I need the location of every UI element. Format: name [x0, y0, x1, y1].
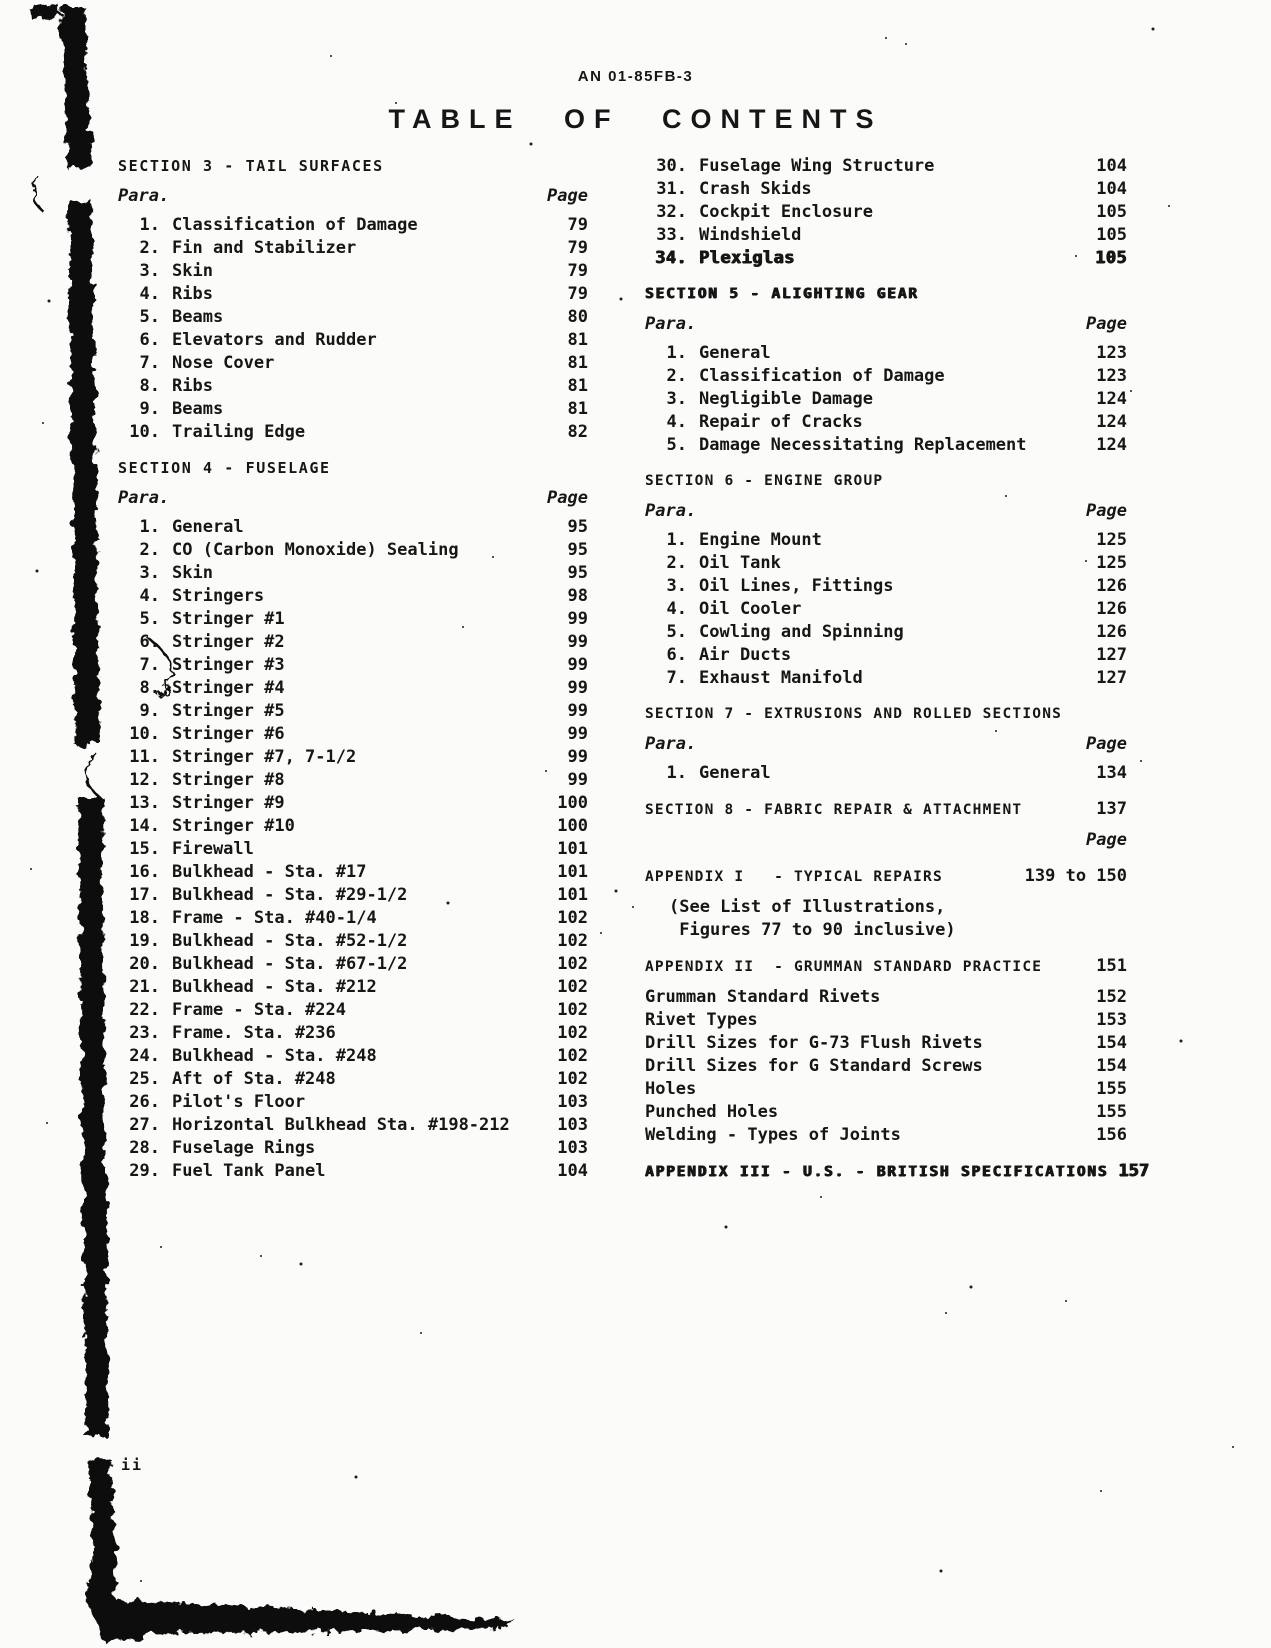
toc-row: [645, 155, 1127, 178]
item-title: Pilot's Floor: [172, 1092, 306, 1112]
item-number: 6.: [139, 330, 160, 350]
page-label: Page: [1086, 830, 1127, 850]
item-title: Skin: [172, 261, 213, 281]
toc-row: [645, 178, 1127, 201]
item-title: Air Ducts: [699, 645, 792, 665]
toc-row: [118, 1091, 588, 1114]
scan-noise-dots: [330, 55, 332, 57]
item-page: 127: [1096, 668, 1127, 688]
item-page: 124: [1096, 435, 1127, 455]
item-number: 2.: [666, 366, 687, 386]
item-page: 123: [1096, 343, 1127, 363]
item-title: General: [699, 343, 771, 363]
toc-row: [118, 562, 588, 585]
item-title: Stringer #4: [172, 678, 285, 698]
item-title: Stringer #9: [172, 793, 285, 813]
item-title: Fin and Stabilizer: [172, 238, 357, 258]
item-page: 152: [1096, 987, 1127, 1007]
item-page: 126: [1096, 576, 1127, 596]
toc-row: [645, 1124, 1127, 1147]
para-label: Para.: [645, 501, 697, 521]
item-title: Bulkhead - Sta. #212: [172, 977, 377, 997]
item-page: 154: [1096, 1056, 1127, 1076]
item-page: 105: [1095, 248, 1127, 268]
item-page: 99: [567, 678, 588, 698]
item-number: 1.: [139, 517, 160, 537]
section-heading: [645, 798, 1127, 822]
item-title: Classification of Damage: [172, 215, 418, 235]
item-page: 102: [557, 1046, 588, 1066]
section-heading: [645, 1160, 1150, 1184]
item-page: 134: [1096, 763, 1127, 783]
item-title: Negligible Damage: [699, 389, 873, 409]
toc-note: [645, 896, 1127, 942]
item-number: 5.: [139, 307, 160, 327]
item-number: 30.: [656, 156, 687, 176]
item-page: 81: [567, 376, 588, 396]
item-title: Beams: [172, 307, 224, 327]
item-number: 4.: [139, 284, 160, 304]
item-title: Rivet Types: [645, 1010, 758, 1030]
toc-row: [118, 1068, 588, 1091]
item-title: Stringer #5: [172, 701, 285, 721]
item-title: Drill Sizes for G-73 Flush Rivets: [645, 1033, 983, 1053]
item-number: 4.: [666, 412, 687, 432]
item-page: 102: [557, 1000, 588, 1020]
item-page: 102: [557, 931, 588, 951]
toc-row: [645, 986, 1127, 1009]
item-title: Stringer #2: [172, 632, 285, 652]
item-number: 4.: [666, 599, 687, 619]
para-label: Para.: [118, 488, 170, 508]
item-number: 5.: [666, 435, 687, 455]
item-number: 32.: [656, 202, 687, 222]
item-title: Windshield: [699, 225, 802, 245]
item-title: Stringer #8: [172, 770, 285, 790]
item-title: Stringer #1: [172, 609, 285, 629]
item-number: 13.: [129, 793, 160, 813]
item-page: 79: [567, 284, 588, 304]
item-page: 103: [557, 1115, 588, 1135]
item-number: 8.: [139, 678, 160, 698]
item-title: Fuel Tank Panel: [172, 1161, 326, 1181]
item-title: Frame - Sta. #40-1/4: [172, 908, 377, 928]
item-page: 101: [557, 862, 588, 882]
item-page: 101: [557, 885, 588, 905]
item-title: Engine Mount: [699, 530, 822, 550]
toc-row: [645, 342, 1127, 365]
section-heading-text: SECTION 4 - FUSELAGE: [118, 459, 331, 477]
item-title: Crash Skids: [699, 179, 812, 199]
item-title: Frame - Sta. #224: [172, 1000, 346, 1020]
item-page: 105: [1096, 202, 1127, 222]
toc-row: [118, 953, 588, 976]
item-number: 20.: [129, 954, 160, 974]
item-number: 3.: [139, 261, 160, 281]
section-heading: [645, 283, 1127, 306]
toc-row: [118, 1160, 588, 1183]
toc-row: [118, 631, 588, 654]
toc-row: [645, 1101, 1127, 1124]
page-title: TABLE OF CONTENTS: [388, 104, 883, 134]
item-number: 14.: [129, 816, 160, 836]
item-title: Stringer #6: [172, 724, 285, 744]
toc-note-lines: [669, 896, 956, 942]
item-page: 124: [1096, 389, 1127, 409]
item-title: Oil Cooler: [699, 599, 802, 619]
item-number: 28.: [129, 1138, 160, 1158]
item-number: 10.: [129, 422, 160, 442]
item-number: 33.: [656, 225, 687, 245]
item-number: 2.: [139, 238, 160, 258]
item-number: 18.: [129, 908, 160, 928]
item-title: Bulkhead - Sta. #52-1/2: [172, 931, 408, 951]
toc-row: [118, 260, 588, 283]
toc-row: [118, 539, 588, 562]
section-heading-text: APPENDIX II - GRUMMAN STANDARD PRACTICE: [645, 959, 1043, 975]
section-heading-text: APPENDIX III - U.S. - BRITISH SPECIFICATIONS: [645, 1164, 1109, 1180]
toc-row: [118, 283, 588, 306]
item-title: Stringer #7, 7-1/2: [172, 747, 357, 767]
item-page: 99: [567, 747, 588, 767]
item-page: 153: [1096, 1010, 1127, 1030]
item-title: Exhaust Manifold: [699, 668, 863, 688]
toc-row: [118, 907, 588, 930]
toc-row: [645, 621, 1127, 644]
item-page: 99: [567, 770, 588, 790]
toc-row: [645, 388, 1127, 411]
item-number: 15.: [129, 839, 160, 859]
item-number: 10.: [129, 724, 160, 744]
item-title: General: [172, 517, 244, 537]
toc-row: [118, 375, 588, 398]
item-title: Plexiglas: [699, 248, 795, 268]
item-number: 3.: [666, 576, 687, 596]
item-page: 81: [567, 399, 588, 419]
toc-row: [118, 746, 588, 769]
item-page: 81: [567, 353, 588, 373]
item-page: 123: [1096, 366, 1127, 386]
item-number: 21.: [129, 977, 160, 997]
section-page-number: 137: [1096, 799, 1127, 819]
section-heading-text: SECTION 3 - TAIL SURFACES: [118, 157, 384, 175]
toc-row: [118, 677, 588, 700]
item-page: 104: [1096, 156, 1127, 176]
item-title: Frame. Sta. #236: [172, 1023, 336, 1043]
toc-row: [118, 930, 588, 953]
toc-row: [118, 585, 588, 608]
toc-row: [118, 838, 588, 861]
section-heading-text: SECTION 7 - EXTRUSIONS AND ROLLED SECTIONS: [645, 706, 1063, 722]
item-title: Cockpit Enclosure: [699, 202, 873, 222]
item-number: 12.: [129, 770, 160, 790]
item-title: Bulkhead - Sta. #17: [172, 862, 367, 882]
item-page: 79: [567, 238, 588, 258]
item-page: 101: [557, 839, 588, 859]
item-page: 102: [557, 1023, 588, 1043]
item-page: 155: [1096, 1079, 1127, 1099]
item-number: 25.: [129, 1069, 160, 1089]
item-number: 17.: [129, 885, 160, 905]
toc-row: [118, 792, 588, 815]
item-title: Elevators and Rudder: [172, 330, 377, 350]
toc-row: [645, 365, 1127, 388]
section-heading-text: SECTION 5 - ALIGHTING GEAR: [645, 286, 919, 302]
item-title: Beams: [172, 399, 224, 419]
item-number: 26.: [129, 1092, 160, 1112]
item-page: 126: [1096, 622, 1127, 642]
item-title: Stringers: [172, 586, 265, 606]
folio-page-number: ii: [121, 1456, 144, 1474]
item-number: 24.: [129, 1046, 160, 1066]
item-number: 6.: [139, 632, 160, 652]
item-title: Bulkhead - Sta. #29-1/2: [172, 885, 408, 905]
item-number: 23.: [129, 1023, 160, 1043]
item-page: 95: [567, 563, 588, 583]
item-page: 104: [557, 1161, 588, 1181]
item-number: 5.: [139, 609, 160, 629]
item-page: 127: [1096, 645, 1127, 665]
item-number: 34.: [655, 248, 687, 268]
section-heading: [645, 955, 1127, 979]
item-title: Fuselage Rings: [172, 1138, 316, 1158]
toc-row: [645, 411, 1127, 434]
item-page: 82: [567, 422, 588, 442]
toc-row: [645, 575, 1127, 598]
item-page: 125: [1096, 530, 1127, 550]
toc-row: [118, 884, 588, 907]
toc-row: [118, 1045, 588, 1068]
item-title: Damage Necessitating Replacement: [699, 435, 1027, 455]
item-title: Repair of Cracks: [699, 412, 863, 432]
item-title: Cowling and Spinning: [699, 622, 904, 642]
item-number: 31.: [656, 179, 687, 199]
item-page: 98: [567, 586, 588, 606]
item-page: 156: [1096, 1125, 1127, 1145]
column-labels: [118, 185, 588, 208]
item-title: Fuselage Wing Structure: [699, 156, 935, 176]
para-label: Para.: [118, 186, 170, 206]
item-number: 11.: [129, 747, 160, 767]
item-title: Oil Tank: [699, 553, 781, 573]
section-page-number: 151: [1096, 956, 1127, 976]
toc-row: [645, 434, 1127, 457]
item-title: Skin: [172, 563, 213, 583]
toc-row: [118, 214, 588, 237]
toc-row: [645, 552, 1127, 575]
item-number: 27.: [129, 1115, 160, 1135]
item-page: 104: [1096, 179, 1127, 199]
item-number: 29.: [129, 1161, 160, 1181]
item-title: Bulkhead - Sta. #248: [172, 1046, 377, 1066]
item-number: 8.: [139, 376, 160, 396]
column-labels: [645, 733, 1127, 756]
item-number: 3.: [666, 389, 687, 409]
toc-row: [118, 516, 588, 539]
item-title: Ribs: [172, 284, 213, 304]
section-heading-text: SECTION 6 - ENGINE GROUP: [645, 473, 884, 489]
toc-row: [645, 247, 1127, 270]
item-title: Horizontal Bulkhead Sta. #198-212: [172, 1115, 510, 1135]
item-page: 102: [557, 954, 588, 974]
item-number: 9.: [139, 701, 160, 721]
item-number: 7.: [139, 655, 160, 675]
item-page: 102: [557, 908, 588, 928]
item-number: 2.: [139, 540, 160, 560]
item-title: Ribs: [172, 376, 213, 396]
item-number: 1.: [666, 763, 687, 783]
item-page: 100: [557, 793, 588, 813]
item-page: 99: [567, 724, 588, 744]
column-labels: [118, 487, 588, 510]
section-page-number: 157: [1118, 1161, 1150, 1181]
page-label-row: [645, 829, 1127, 852]
item-page: 95: [567, 540, 588, 560]
toc-row: [645, 1055, 1127, 1078]
item-title: Stringer #10: [172, 816, 295, 836]
para-label: Para.: [645, 734, 697, 754]
section-heading-text: SECTION 8 - FABRIC REPAIR & ATTACHMENT: [645, 802, 1023, 818]
page-label: Page: [547, 186, 588, 206]
item-title: General: [699, 763, 771, 783]
para-label: Para.: [645, 314, 697, 334]
item-page: 102: [557, 977, 588, 997]
item-page: 155: [1096, 1102, 1127, 1122]
toc-row: [118, 1022, 588, 1045]
section-heading: [645, 865, 1127, 889]
item-page: 95: [567, 517, 588, 537]
item-number: 19.: [129, 931, 160, 951]
column-labels: [645, 313, 1127, 336]
item-number: 7.: [666, 668, 687, 688]
toc-row: [118, 398, 588, 421]
section-heading: [118, 155, 588, 178]
item-page: 99: [567, 609, 588, 629]
toc-note-line: (See List of Illustrations,: [669, 897, 946, 917]
toc-note-line: Figures 77 to 90 inclusive): [669, 920, 956, 940]
item-page: 103: [557, 1138, 588, 1158]
toc-row: [118, 769, 588, 792]
item-number: 1.: [666, 530, 687, 550]
item-number: 1.: [139, 215, 160, 235]
item-number: 22.: [129, 1000, 160, 1020]
item-title: Classification of Damage: [699, 366, 945, 386]
item-page: 125: [1096, 553, 1127, 573]
toc-row: [645, 1032, 1127, 1055]
item-page: 99: [567, 632, 588, 652]
item-number: 7.: [139, 353, 160, 373]
toc-row: [118, 329, 588, 352]
page-label: Page: [1086, 501, 1127, 521]
toc-row: [118, 976, 588, 999]
toc-row: [118, 237, 588, 260]
section-heading-text: APPENDIX I - TYPICAL REPAIRS: [645, 869, 943, 885]
item-title: Grumman Standard Rivets: [645, 987, 881, 1007]
item-number: 2.: [666, 553, 687, 573]
item-page: 105: [1096, 225, 1127, 245]
toc-row: [645, 644, 1127, 667]
item-page: 102: [557, 1069, 588, 1089]
toc-row: [118, 352, 588, 375]
toc-row: [118, 723, 588, 746]
item-title: Welding - Types of Joints: [645, 1125, 901, 1145]
document-number: AN 01-85FB-3: [577, 68, 694, 85]
item-number: 4.: [139, 586, 160, 606]
item-number: 16.: [129, 862, 160, 882]
item-title: Bulkhead - Sta. #67-1/2: [172, 954, 408, 974]
item-title: Punched Holes: [645, 1102, 779, 1122]
item-page: 99: [567, 655, 588, 675]
item-page: 100: [557, 816, 588, 836]
item-page: 126: [1096, 599, 1127, 619]
toc-row: [645, 1078, 1127, 1101]
item-number: 9.: [139, 399, 160, 419]
item-title: Trailing Edge: [172, 422, 306, 442]
section-page-number: 139 to 150: [1024, 866, 1127, 886]
toc-row: [118, 700, 588, 723]
toc-row: [645, 1009, 1127, 1032]
toc-row: [118, 608, 588, 631]
column-labels: [645, 500, 1127, 523]
item-page: 79: [567, 215, 588, 235]
toc-row: [118, 815, 588, 838]
section-heading: [645, 470, 1127, 493]
item-title: Nose Cover: [172, 353, 275, 373]
item-page: 124: [1096, 412, 1127, 432]
item-page: 99: [567, 701, 588, 721]
item-title: Holes: [645, 1079, 697, 1099]
toc-row: [118, 1114, 588, 1137]
item-title: CO (Carbon Monoxide) Sealing: [172, 540, 459, 560]
toc-row: [645, 224, 1127, 247]
toc-row: [118, 306, 588, 329]
item-number: 5.: [666, 622, 687, 642]
item-title: Drill Sizes for G Standard Screws: [645, 1056, 983, 1076]
item-number: 3.: [139, 563, 160, 583]
toc-right-column: [645, 155, 1150, 1191]
toc-row: [645, 667, 1127, 690]
toc-row: [118, 999, 588, 1022]
item-page: 81: [567, 330, 588, 350]
toc-row: [118, 1137, 588, 1160]
item-page: 80: [567, 307, 588, 327]
toc-row: [118, 421, 588, 444]
item-page: 103: [557, 1092, 588, 1112]
toc-row: [118, 861, 588, 884]
page-label: Page: [1086, 734, 1127, 754]
item-number: 1.: [666, 343, 687, 363]
toc-row: [118, 654, 588, 677]
toc-row: [645, 762, 1127, 785]
page-label: Page: [1086, 314, 1127, 334]
item-number: 6.: [666, 645, 687, 665]
item-title: Aft of Sta. #248: [172, 1069, 336, 1089]
item-title: Stringer #3: [172, 655, 285, 675]
page-label: Page: [547, 488, 588, 508]
item-title: Firewall: [172, 839, 254, 859]
item-page: 79: [567, 261, 588, 281]
section-heading: [645, 703, 1127, 726]
item-page: 154: [1096, 1033, 1127, 1053]
toc-row: [645, 598, 1127, 621]
section-heading: [118, 457, 588, 480]
toc-row: [645, 529, 1127, 552]
toc-left-column: [118, 155, 588, 1183]
item-title: Oil Lines, Fittings: [699, 576, 894, 596]
toc-row: [645, 201, 1127, 224]
